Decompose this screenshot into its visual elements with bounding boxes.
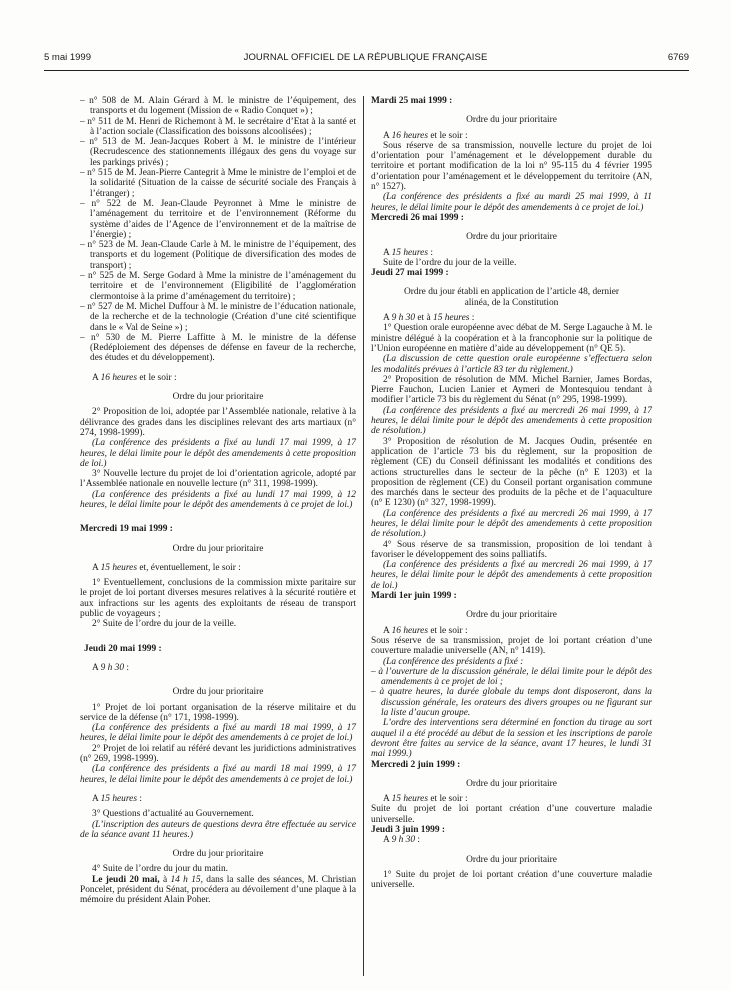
header-date: 5 mai 1999	[44, 52, 92, 63]
agenda-item: 4° Sous réserve de sa transmission, proposition de loi tendant à favoriser le développement des soins palliatifs.	[371, 539, 652, 560]
question-item: – n° 527 de M. Michel Duffour à M. le ministre de l’éducation nationale, de la recherche et de la technologie (Création d’une cité scientifique dans le « Val de Seine ») ;	[80, 301, 356, 333]
agenda-item: 4° Suite de l’ordre du jour du matin.	[92, 864, 229, 875]
agenda-heading: Ordre du jour prioritaire	[466, 115, 557, 126]
agenda-item: 2° Proposition de loi, adoptée par l’Assemblée nationale, relative à la délivrance des grades dans les disciplines relevant des arts martiaux (n° 274, 1998-1999).	[80, 407, 356, 438]
agenda-heading: Ordre du jour prioritaire	[466, 610, 557, 621]
day-heading: Jeudi 27 mai 1999 :	[371, 268, 449, 279]
day-heading: Mardi 1er juin 1999 :	[371, 591, 457, 602]
agenda-note: (La conférence des présidents a fixé au mercredi 26 mai 1999, à 17 heures, le délai limite pour le dépôt des amendements à cette proposition de résolution.)	[371, 405, 652, 437]
agenda-item: 3° Proposition de résolution de M. Jacques Oudin, présentée en application de l’article 73 bis du règlement, sur la proposition de règlement (CE) du Conseil définissant les modalités et conditions des actions structurelles dans le secteur de la pêche (n° E 1203) et la proposition de règlement (CE) du Conseil portant organisation commune des marchés dans le secteur des produits de la pêche et de l’aquaculture (n° E 1230) (n° 327, 1998-1999).	[371, 436, 652, 509]
note-list-item: – à l’ouverture de la discussion générale, le délai limite pour le dépôt des amendements à ce projet de loi ;	[371, 666, 652, 688]
agenda-note: (L’inscription des auteurs de questions devra être effectuée au service de la séance avant 11 heures.)	[80, 819, 356, 840]
time-heading: A 9 h 30 :	[92, 662, 129, 673]
question-item: – n° 508 de M. Alain Gérard à M. le ministre de l’équipement, des transports et du logement (Mission de « Radio Conquet ») ;	[80, 96, 356, 117]
agenda-note: (La discussion de cette question orale européenne s’effectuera selon les modalités prévues à l’article 83 ter du règlement.)	[371, 354, 652, 375]
question-item: – n° 515 de M. Jean-Pierre Cantegrit à Mme le ministre de l’emploi et de la solidarité (Situation de la caisse de sécurité sociale des Français à l’étranger) ;	[80, 168, 356, 199]
agenda-item: 1° Question orale européenne avec débat de M. Serge Lagauche à M. le ministre délégué à la coopération et à la francophonie sur la politique de l’Union européenne en matière d’aide au développement (n° QE 5).	[371, 323, 652, 354]
agenda-item: Sous réserve de sa transmission, projet de loi portant création d’une couverture maladie universelle (AN, n° 1419).	[371, 635, 652, 657]
time-heading: A 15 heures et le soir :	[383, 794, 468, 805]
day-heading: Mercredi 26 mai 1999 :	[371, 212, 464, 223]
agenda-item: Suite du projet de loi portant création d’une couverture maladie universelle.	[371, 804, 652, 825]
agenda-item: 2° Proposition de résolution de MM. Michel Barnier, James Bordas, Pierre Fauchon, Lucien Lanier et Aymeri de Montesquiou tendant à modifier l’article 73 bis du règlement du Sénat (n° 295, 1998-1999).	[371, 374, 652, 406]
question-item: – n° 523 de M. Jean-Claude Carle à M. le ministre de l’équipement, des transports et du logement (Politique de diversification des modes de transport) ;	[80, 240, 356, 271]
agenda-heading: Ordre du jour prioritaire	[172, 392, 264, 403]
time-heading: A 16 heures et le soir :	[383, 130, 468, 141]
agenda-item: 1° Suite du projet de loi portant création d’une couverture maladie universelle.	[371, 869, 652, 891]
agenda-heading: Ordre du jour prioritaire	[466, 778, 557, 789]
agenda-note: (La conférence des présidents a fixé au lundi 17 mai 1999, à 17 heures, le délai limite pour le dépôt des amendements à cette proposition de loi.)	[80, 438, 356, 469]
question-item: – n° 513 de M. Jean-Jacques Robert à M. le ministre de l’intérieur (Recrudescence des stationnements illégaux des gens du voyage sur les parkings privés) ;	[80, 137, 356, 168]
note-list	[371, 667, 652, 718]
agenda-heading: Ordre du jour prioritaire	[466, 232, 557, 243]
agenda-heading: Ordre du jour prioritaire	[172, 543, 264, 554]
ceremony-note: Le jeudi 20 mai, à 14 h 15, dans la salle des séances, M. Christian Poncelet, président du Sénat, procédera au dévoilement d’une plaque à la mémoire du président Alain Poher.	[80, 874, 357, 906]
day-heading: Jeudi 20 mai 1999 :	[84, 643, 162, 654]
agenda-note: (La conférence des présidents a fixé au mercredi 26 mai 1999, à 17 heures, le délai limite pour le dépôt des amendements à cette proposition de loi.)	[371, 560, 652, 591]
question-item: – n° 511 de M. Henri de Richemont à M. le secrétaire d’Etat à la santé et à l’action sociale (Classification des boissons alcoolisées) ;	[80, 116, 356, 137]
time-heading: A 16 heures et le soir :	[383, 625, 468, 636]
agenda-note: (La conférence des présidents a fixé au mardi 25 mai 1999, à 11 heures, le délai limite pour le dépôt des amendements à ce projet de loi.)	[371, 192, 652, 213]
agenda-item: 1° Eventuellement, conclusions de la commission mixte paritaire sur le projet de loi portant diverses mesures relatives à la sécurité routière et aux infractions sur les agents des exploitants de réseau de transport public de voyageurs ;	[80, 578, 356, 620]
day-heading: Jeudi 3 juin 1999 :	[371, 825, 445, 835]
agenda-item: Suite de l’ordre du jour de la veille.	[383, 257, 517, 268]
agenda-item: 3° Questions d’actualité au Gouvernement.	[92, 809, 254, 820]
right-column	[371, 96, 652, 890]
time-heading: A 15 heures :	[383, 247, 433, 258]
agenda-item: 3° Nouvelle lecture du projet de loi d’orientation agricole, adopté par l’Assemblée nationale en nouvelle lecture (n° 311, 1998-1999).	[80, 469, 356, 490]
agenda-note: (La conférence des présidents a fixé au mardi 18 mai 1999, à 17 heures, le délai limite pour le dépôt des amendements à ce projet de loi.)	[80, 723, 356, 744]
day-heading: Mercredi 2 juin 1999 :	[371, 759, 461, 770]
day-heading: Mardi 25 mai 1999 :	[371, 96, 453, 106]
question-item: – n° 525 de M. Serge Godard à Mme la ministre de l’aménagement du territoire et de l’environnement (Eligibilité de l’agglomération clermontoise à la prime d’aménagement du territoire) ;	[80, 271, 356, 302]
note-list-item: – à quatre heures, la durée globale du temps dont disposeront, dans la discussion générale, les orateurs des divers groupes ou ne figurant sur la liste d’aucun groupe.	[371, 687, 652, 719]
day-heading: Mercredi 19 mai 1999 :	[80, 524, 173, 535]
agenda-heading: Ordre du jour prioritaire	[172, 849, 264, 860]
agenda-item: 1° Projet de loi portant organisation de la réserve militaire et du service de la défense (n° 171, 1998-1999).	[80, 702, 356, 723]
agenda-note: (La conférence des présidents a fixé au mercredi 26 mai 1999, à 17 heures, le délai limite pour le dépôt des amendements à cette proposition de résolution.)	[371, 508, 652, 540]
agenda-note: L’ordre des interventions sera déterminé en fonction du tirage au sort auquel il a été procédé au début de la session et les inscriptions de parole devront être faites au service de la séance, avant 17 heures, le lundi 31 mai 1999.)	[371, 718, 652, 760]
time-heading: A 15 heures et, éventuellement, le soir :	[92, 562, 241, 573]
header-page-number: 6769	[667, 52, 689, 63]
header-title: JOURNAL OFFICIEL DE LA RÉPUBLIQUE FRANÇAISE	[243, 52, 488, 63]
agenda-item: 2° Projet de loi relatif au référé devant les juridictions administratives (n° 269, 1998-1999).	[80, 743, 356, 765]
question-item: – n° 522 de M. Jean-Claude Peyronnet à Mme le ministre de l’aménagement du territoire et de l’environnement (Réforme du système d’aides de l’Agence de l’environnement et de la maîtrise de l’énergie) ;	[80, 198, 356, 240]
header-rule	[44, 70, 689, 71]
question-list	[80, 96, 356, 364]
time-heading: A 9 h 30 :	[383, 835, 420, 846]
page-header	[0, 52, 731, 66]
agenda-note: (La conférence des présidents a fixé :	[383, 656, 524, 667]
agenda-heading: Ordre du jour prioritaire	[172, 687, 264, 698]
time-heading: A 16 heures et le soir :	[92, 372, 177, 383]
column-divider	[363, 96, 364, 976]
agenda-heading: Ordre du jour prioritaire	[466, 854, 557, 865]
agenda-item: 2° Suite de l’ordre du jour de la veille.	[92, 619, 237, 630]
time-heading: A 9 h 30 et à 15 heures :	[383, 313, 475, 324]
agenda-heading: Ordre du jour établi en application de l’article 48, dernier alinéa, de la Constitution	[403, 287, 620, 308]
left-column	[80, 96, 356, 906]
agenda-note: (La conférence des présidents a fixé au lundi 17 mai 1999, à 12 heures, le délai limite pour le dépôt des amendements à ce projet de loi.)	[80, 489, 356, 510]
agenda-note: (La conférence des présidents a fixé au mardi 18 mai 1999, à 17 heures, le délai limite pour le dépôt des amendements à ce projet de loi.)	[80, 764, 356, 785]
time-heading: A 15 heures :	[92, 793, 142, 804]
question-item: – n° 530 de M. Pierre Laffitte à M. le ministre de la défense (Redéploiement des dépenses de défense en faveur de la recherche, des études et du développement).	[80, 332, 356, 364]
agenda-item: Sous réserve de sa transmission, nouvelle lecture du projet de loi d’orientation pour l’aménagement et le développement durable du territoire et portant modification de la loi n° 95-115 du 4 février 1995 d’orientation pour l’aménagement et le développement du territoire (AN, n° 1527).	[371, 140, 652, 193]
